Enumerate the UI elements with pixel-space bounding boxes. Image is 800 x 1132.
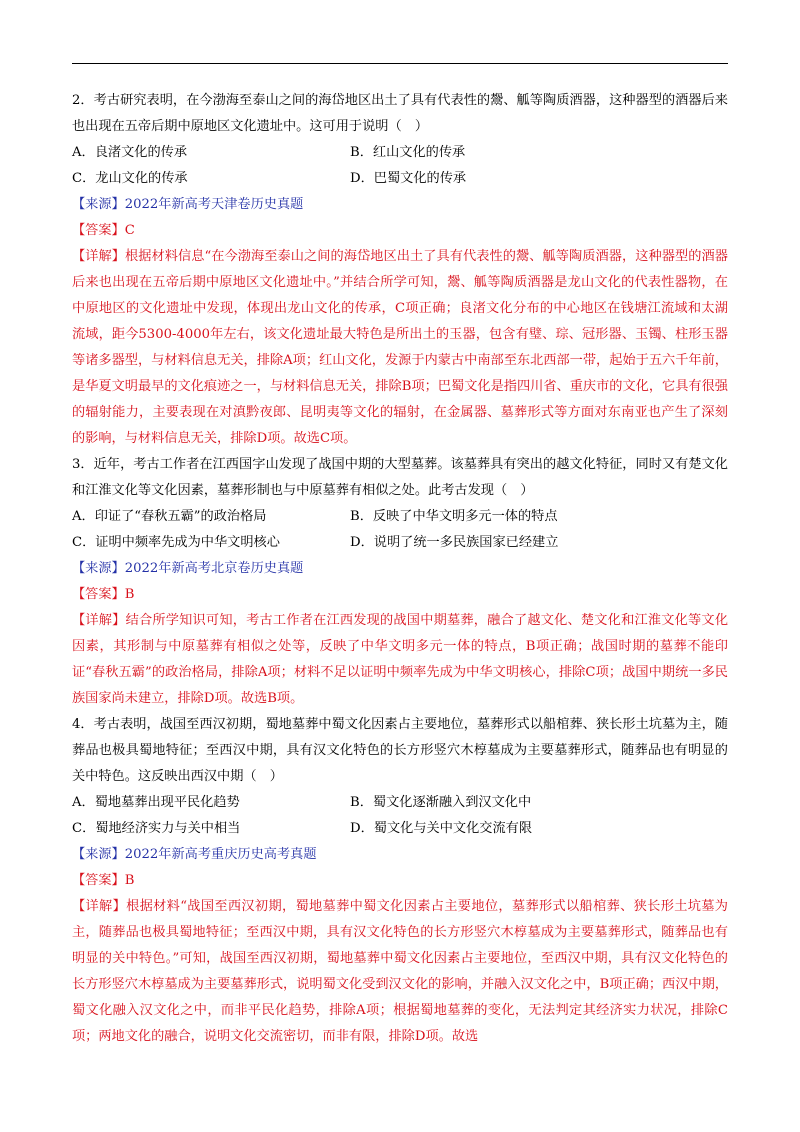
option-c: C．蜀地经济实力与关中相当 bbox=[72, 821, 241, 836]
detail-text: 根据材料“战国至西汉初期，蜀地墓葬中蜀文化因素占主要地位，墓葬形式以船棺葬、狭长形土坑墓为主，随葬品也极具蜀地特征；至西汉中期，具有汉文化特色的长方形竖穴木椁墓成为主要墓葬形式，随葬品也有明显的关中特色。”可知，战国至西汉初期，蜀地墓葬中蜀文化因素占主要地位，至西汉中期，具有汉文化特色的长方形竖穴木椁墓成为主要墓葬形式，说明蜀文化受到汉文化的影响，并融入汉文化之中，B项正确；西汉中期，蜀文化融入汉文化之中，而非平民化趋势，排除A项；根据蜀地墓葬的变化，无法判定其经济实力状况，排除C项；两地文化的融合，说明文化交流密切，而非有限，排除D项。故选 bbox=[72, 899, 728, 1044]
answer-value: B bbox=[124, 587, 135, 602]
question-2 bbox=[72, 88, 728, 452]
source-line bbox=[72, 192, 728, 218]
source-line bbox=[72, 556, 728, 582]
detail-tag: 【详解】 bbox=[72, 899, 127, 914]
answer-value: C bbox=[124, 223, 135, 238]
option-b: B．红山文化的传承 bbox=[350, 145, 466, 160]
answer-tag: 【答案】 bbox=[72, 587, 125, 602]
answer-tag: 【答案】 bbox=[72, 873, 125, 888]
answer-line bbox=[72, 218, 728, 244]
option-c: C．证明中频率先成为中华文明核心 bbox=[72, 535, 280, 550]
answer-line bbox=[72, 868, 728, 894]
answer-line bbox=[72, 582, 728, 608]
question-stem: 3．近年，考古工作者在江西国字山发现了战国中期的大型墓葬。该墓葬具有突出的越文化特征，同时又有楚文化和江淮文化等文化因素，墓葬形制也与中原墓葬有相似之处。此考古发现（ ） bbox=[72, 457, 728, 498]
detail-paragraph bbox=[72, 894, 728, 1050]
question-3 bbox=[72, 452, 728, 712]
option-a: A．印证了“春秋五霸”的政治格局 bbox=[72, 509, 267, 524]
detail-text: 结合所学知识可知，考古工作者在江西发现的战国中期墓葬，融合了越文化、楚文化和江淮文化等文化因素，其形制与中原墓葬有相似之处等，反映了中华文明多元一体的特点，B项正确；战国时期的墓葬不能印证“春秋五霸”的政治格局，排除A项；材料不足以证明中频率先成为中华文明核心，排除C项；战国中期统一多民族国家尚未建立，排除D项。故选B项。 bbox=[72, 613, 729, 706]
source-tag: 【来源】 bbox=[72, 197, 125, 212]
detail-text: 根据材料信息“在今渤海至泰山之间的海岱地区出土了具有代表性的鬶、觚等陶质酒器，这种器型的酒器后来也出现在五帝后期中原地区文化遗址中。”并结合所学可知，鬶、觚等陶质酒器是龙山文化的代表性器物，在中原地区的文化遗址中发现，体现出龙山文化的传承，C项正确；良渚文化分布的中心地区在钱塘江流域和太湖流域，距今5300-4000年左右，该文化遗址最大特色是所出土的玉器，包含有璧、琮、冠形器、玉镯、柱形玉器等诸多器型，与材料信息无关，排除A项；红山文化，发源于内蒙古中南部至东北西部一带，起始于五六千年前，是华夏文明最早的文化痕迹之一，与材料信息无关，排除B项；巴蜀文化是指四川省、重庆市的文化，它具有很强的辐射能力，主要表现在对滇黔夜郎、昆明夷等文化的辐射，在金属器、墓葬形式等方面对东南亚也产生了深刻的影响，与材料信息无关，排除D项。故选C项。 bbox=[72, 249, 728, 446]
option-a: A．良渚文化的传承 bbox=[72, 145, 188, 160]
document-body bbox=[72, 88, 728, 1050]
option-b: B．反映了中华文明多元一体的特点 bbox=[350, 509, 558, 524]
options bbox=[72, 504, 728, 556]
answer-value: B bbox=[124, 873, 135, 888]
question-4 bbox=[72, 712, 728, 1050]
question-stem: 4．考古表明，战国至西汉初期，蜀地墓葬中蜀文化因素占主要地位，墓葬形式以船棺葬、狭长形土坑墓为主，随葬品也极具蜀地特征；至西汉中期，具有汉文化特色的长方形竖穴木椁墓成为主要墓葬形式，随葬品也有明显的关中特色。这反映出西汉中期（ ） bbox=[72, 717, 728, 784]
source-tag: 【来源】 bbox=[72, 561, 125, 576]
answer-tag: 【答案】 bbox=[72, 223, 125, 238]
source-text: 2022年新高考北京卷历史真题 bbox=[124, 561, 304, 576]
question-stem: 2．考古研究表明，在今渤海至泰山之间的海岱地区出土了具有代表性的鬶、觚等陶质酒器，这种器型的酒器后来也出现在五帝后期中原地区文化遗址中。这可用于说明（ ） bbox=[72, 93, 728, 134]
source-tag: 【来源】 bbox=[72, 847, 125, 862]
detail-paragraph bbox=[72, 244, 728, 452]
detail-paragraph bbox=[72, 608, 728, 712]
source-line bbox=[72, 842, 728, 868]
option-c: C．龙山文化的传承 bbox=[72, 171, 188, 186]
detail-tag: 【详解】 bbox=[72, 613, 126, 628]
detail-tag: 【详解】 bbox=[72, 249, 125, 264]
option-b: B．蜀文化逐渐融入到汉文化中 bbox=[350, 795, 532, 810]
options bbox=[72, 140, 728, 192]
options bbox=[72, 790, 728, 842]
option-d: D．说明了统一多民族国家已经建立 bbox=[350, 535, 559, 550]
option-d: D．巴蜀文化的传承 bbox=[350, 171, 467, 186]
source-text: 2022年新高考重庆历史高考真题 bbox=[124, 847, 317, 862]
source-text: 2022年新高考天津卷历史真题 bbox=[124, 197, 304, 212]
header-rule bbox=[72, 63, 728, 64]
option-a: A．蜀地墓葬出现平民化趋势 bbox=[72, 795, 240, 810]
option-d: D．蜀文化与关中文化交流有限 bbox=[350, 821, 533, 836]
